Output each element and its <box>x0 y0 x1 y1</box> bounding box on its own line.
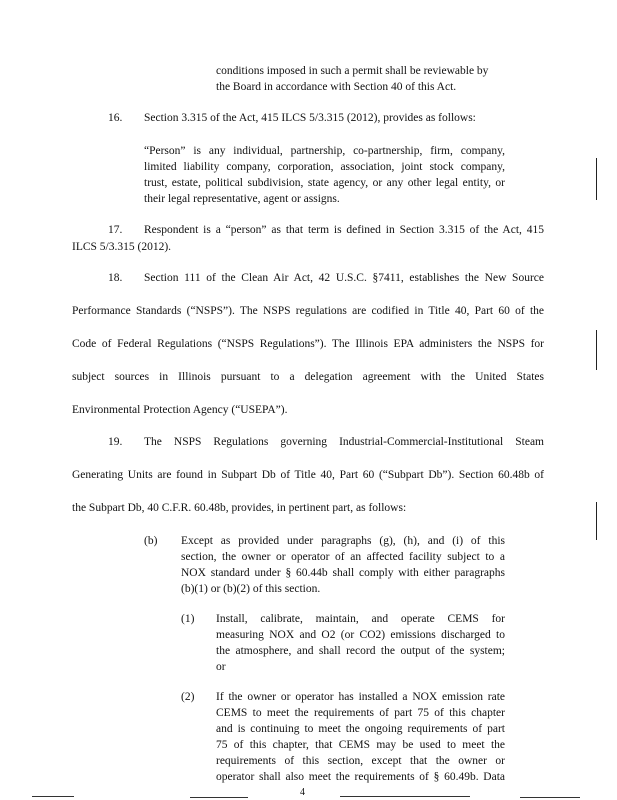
subsection-b-line-1: Except as provided under paragraphs (g), (h), and (i) of this <box>181 535 505 547</box>
paragraph-18-line-4: subject sources in Illinois pursuant to a delegation agreement with the United States <box>72 371 544 383</box>
item-1-line-3: the atmosphere, and shall record the output of the system; <box>216 645 505 657</box>
paragraph-19-line-2: Generating Units are found in Subpart Db of Title 40, Part 60 (“Subpart Db”). Section 60.48b of <box>72 469 544 481</box>
item-2-line-3: and is continuing to meet the ongoing requirements of part <box>216 723 505 735</box>
paragraph-19-line-1: The NSPS Regulations governing Industrial-Commercial-Institutional Steam <box>144 436 544 448</box>
carryover-line-2: the Board in accordance with Section 40 of this Act. <box>216 81 457 93</box>
item-1-line-2: measuring NOX and O2 (or CO2) emissions discharged to <box>216 629 505 641</box>
definition-quote-line-2: limited liability company, corporation, association, joint stock company, <box>144 161 505 173</box>
item-1-line-1: Install, calibrate, maintain, and operate CEMS for <box>216 613 505 625</box>
item-2-line-4: 75 of this chapter, that CEMS may be used to meet the <box>216 739 505 751</box>
item-2-line-5: requirements of this section, except that the owner or <box>216 755 505 767</box>
paragraph-18-number: 18. <box>108 272 123 284</box>
scan-artifact <box>32 796 74 797</box>
paragraph-19-line-3: the Subpart Db, 40 C.F.R. 60.48b, provides, in pertinent part, as follows: <box>72 502 407 514</box>
paragraph-18-line-1: Section 111 of the Clean Air Act, 42 U.S.C. §7411, establishes the New Source <box>144 272 544 284</box>
revision-bar <box>596 502 597 540</box>
paragraph-17-line-1: Respondent is a “person” as that term is defined in Section 3.315 of the Act, 415 <box>144 224 544 236</box>
subsection-b-line-4: (b)(1) or (b)(2) of this section. <box>181 583 321 595</box>
definition-quote-line-1: “Person” is any individual, partnership, co-partnership, firm, company, <box>144 145 505 157</box>
item-1-label: (1) <box>181 613 195 625</box>
revision-bar <box>596 330 597 370</box>
item-2-line-2: CEMS to meet the requirements of part 75 of this chapter <box>216 707 505 719</box>
paragraph-19-number: 19. <box>108 436 123 448</box>
scan-artifact <box>190 797 248 798</box>
scan-artifact <box>520 797 580 798</box>
paragraph-16-text: Section 3.315 of the Act, 415 ILCS 5/3.315 (2012), provides as follows: <box>144 112 476 124</box>
paragraph-18-line-2: Performance Standards (“NSPS”). The NSPS regulations are codified in Title 40, Part 60 of the <box>72 305 544 317</box>
paragraph-17-number: 17. <box>108 224 123 236</box>
item-2-label: (2) <box>181 691 195 703</box>
item-2-line-6: operator shall also meet the requirements of § 60.49b. Data <box>216 771 505 783</box>
carryover-line-1: conditions imposed in such a permit shall be reviewable by <box>216 65 489 77</box>
paragraph-16-number: 16. <box>108 112 123 124</box>
scan-artifact <box>340 796 470 797</box>
item-2-line-1: If the owner or operator has installed a NOX emission rate <box>216 691 505 703</box>
subsection-b-line-3: NOX standard under § 60.44b shall comply with either paragraphs <box>181 567 505 579</box>
revision-bar <box>596 158 597 200</box>
definition-quote-line-4: their legal representative, agent or assigns. <box>144 193 340 205</box>
subsection-b-label: (b) <box>144 535 158 547</box>
page-number: 4 <box>300 787 305 798</box>
definition-quote-line-3: trust, estate, political subdivision, state agency, or any other legal entity, or <box>144 177 505 189</box>
paragraph-18-line-5: Environmental Protection Agency (“USEPA”). <box>72 404 288 416</box>
subsection-b-line-2: section, the owner or operator of an affected facility subject to a <box>181 551 505 563</box>
paragraph-17-line-2: ILCS 5/3.315 (2012). <box>72 241 172 253</box>
item-1-line-4: or <box>216 661 226 673</box>
paragraph-18-line-3: Code of Federal Regulations (“NSPS Regulations”). The Illinois EPA administers the NSPS for <box>72 338 544 350</box>
